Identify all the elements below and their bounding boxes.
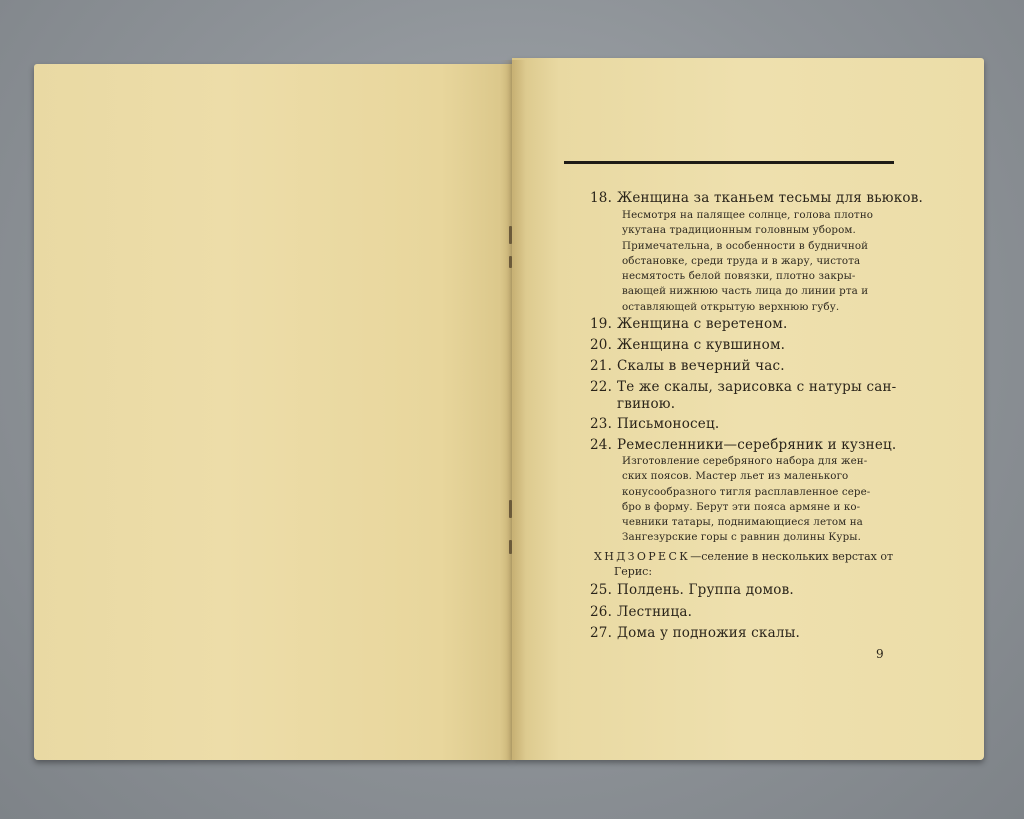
item-title: Дома у подножия скалы.: [617, 625, 801, 641]
item-title: Лестница.: [617, 604, 693, 620]
section-description-cont: Герис:: [614, 565, 653, 578]
item-number: 27.: [590, 625, 613, 641]
item-number: 23.: [590, 416, 613, 432]
item-18-description: [622, 208, 873, 315]
page-number: 9: [876, 647, 884, 661]
description-line: оставляющей открытую верхнюю губу.: [622, 300, 840, 313]
item-number: 25.: [590, 582, 613, 598]
description-line: Примечательна, в особенности в будничной: [622, 239, 869, 252]
list-item-22: [590, 379, 896, 395]
item-24-description: [622, 454, 870, 546]
item-title-continuation: гвиною.: [617, 396, 676, 412]
description-line: ских поясов. Мастер льет из маленького: [622, 470, 849, 483]
list-item-18: [590, 190, 923, 206]
item-title: Полдень. Группа домов.: [617, 582, 794, 598]
list-item-24: [590, 437, 896, 453]
item-number: 20.: [590, 337, 613, 353]
list-item-20: [590, 337, 785, 353]
list-item-27: [590, 625, 800, 641]
description-line: несмятость белой повязки, плотно закры-: [622, 270, 856, 283]
item-number: 21.: [590, 358, 613, 374]
item-number: 24.: [590, 437, 613, 453]
list-item-23: [590, 416, 719, 432]
description-line: обстановке, среди труда и в жару, чистота: [622, 254, 861, 267]
description-line: Зангезурские горы с равнин долины Куры.: [622, 531, 861, 544]
item-title: Скалы в вечерний час.: [617, 358, 785, 374]
description-line: чевники татары, поднимающиеся летом на: [622, 516, 863, 529]
list-item-21: [590, 358, 785, 374]
list-item-25: [590, 582, 794, 598]
section-name: ХНДЗОРЕСК: [594, 550, 691, 563]
item-number: 22.: [590, 379, 613, 395]
item-number: 26.: [590, 604, 613, 620]
description-line: бро в форму. Берут эти пояса армяне и ко-: [622, 500, 861, 513]
item-number: 19.: [590, 316, 613, 332]
description-line: Несмотря на палящее солнце, голова плотно: [622, 209, 874, 221]
description-line: вающей нижнюю часть лица до линии рта и: [622, 285, 869, 298]
description-line: Изготовление серебряного набора для жен-: [622, 455, 868, 467]
section-heading: [594, 549, 893, 579]
description-line: укутана традиционным головным убором.: [622, 224, 856, 237]
list-item-26: [590, 604, 692, 620]
item-title: Женщина с кувшином.: [617, 337, 786, 353]
item-title: Ремесленники—серебряник и кузнец.: [617, 437, 897, 453]
item-title: Женщина с веретеном.: [617, 316, 788, 332]
section-description: —селение в нескольких верстах от: [690, 550, 894, 563]
description-line: конусообразного тигля расплавленное сере-: [622, 485, 871, 498]
item-title: Женщина за тканьем тесьмы для вьюков.: [617, 190, 923, 206]
list-item-22-continuation: [617, 396, 675, 412]
item-title: Письмоносец.: [617, 416, 720, 432]
item-title: Те же скалы, зарисовка с натуры сан-: [617, 379, 897, 395]
list-item-19: [590, 316, 788, 332]
item-number: 18.: [590, 190, 613, 206]
